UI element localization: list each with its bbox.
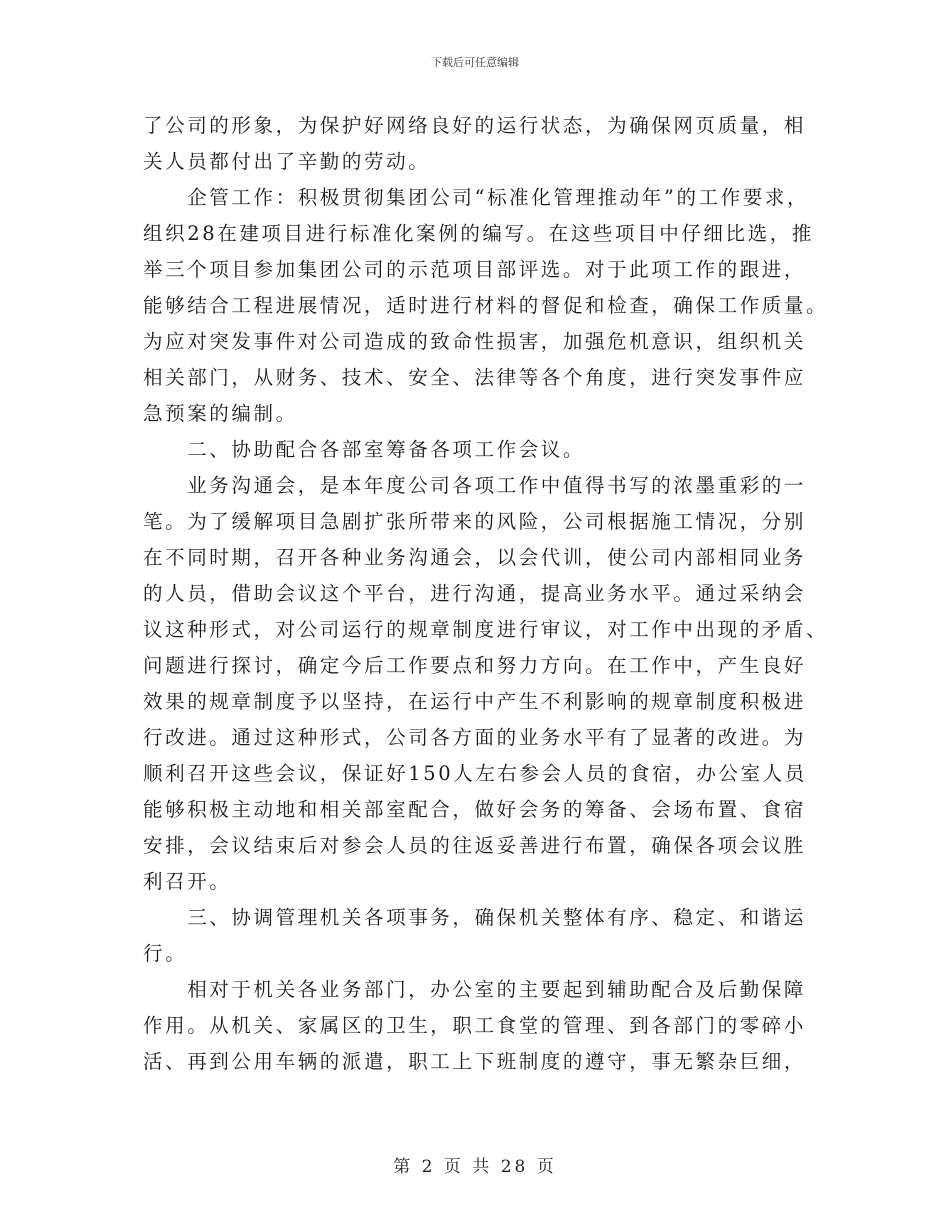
text-line: 能够结合工程进展情况，适时进行材料的督促和检查，确保工作质量。	[143, 294, 829, 317]
page-number-footer: 第 2 页 共 28 页	[393, 1157, 557, 1177]
text-line: 二、协助配合各部室筹备各项工作会议。	[143, 438, 586, 461]
text-line: 组织28在建项目进行标准化案例的编写。在这些项目中仔细比选，推	[143, 222, 814, 245]
text-line: 急预案的编制。	[143, 402, 298, 425]
text-line: 问题进行探讨，确定今后工作要点和努力方向。在工作中，产生良好	[143, 654, 807, 677]
text-line: 的人员，借助会议这个平台，进行沟通，提高业务水平。通过采纳会	[143, 582, 807, 605]
text-line: 议这种形式，对公司运行的规章制度进行审议，对工作中出现的矛盾、	[143, 618, 829, 641]
text-line: 笔。为了缓解项目急剧扩张所带来的风险，公司根据施工情况，分别	[143, 510, 807, 533]
text-line: 相对于机关各业务部门，办公室的主要起到辅助配合及后勤保障	[143, 978, 807, 1001]
text-line: 顺利召开这些会议，保证好150人左右参会人员的食宿，办公室人员	[143, 762, 807, 785]
text-line: 能够积极主动地和相关部室配合，做好会务的筹备、会场布置、食宿	[143, 798, 807, 821]
text-line: 举三个项目参加集团公司的示范项目部评选。对于此项工作的跟进，	[143, 258, 807, 281]
text-line: 业务沟通会，是本年度公司各项工作中值得书写的浓墨重彩的一	[143, 474, 807, 497]
text-line: 活、再到公用车辆的派遣，职工上下班制度的遵守，事无繁杂巨细，	[143, 1050, 807, 1073]
text-line: 利召开。	[143, 870, 232, 893]
document-body	[143, 108, 829, 1080]
text-line: 为应对突发事件对公司造成的致命性损害，加强危机意识，组织机关	[143, 330, 807, 353]
text-line: 三、协调管理机关各项事务，确保机关整体有序、稳定、和谐运	[143, 906, 807, 929]
text-line: 关人员都付出了辛勤的劳动。	[143, 150, 431, 173]
text-line: 了公司的形象，为保护好网络良好的运行状态，为确保网页质量，相	[143, 114, 807, 137]
text-line: 安排，会议结束后对参会人员的往返妥善进行布置，确保各项会议胜	[143, 834, 807, 857]
text-line: 作用。从机关、家属区的卫生，职工食堂的管理、到各部门的零碎小	[143, 1014, 807, 1037]
text-line: 企管工作：积极贯彻集团公司“标准化管理推动年”的工作要求，	[143, 186, 810, 209]
page-header-note: 下载后可任意编辑	[431, 56, 519, 69]
text-line: 行。	[143, 942, 188, 965]
text-line: 效果的规章制度予以坚持，在运行中产生不利影响的规章制度积极进	[143, 690, 807, 713]
text-line: 在不同时期，召开各种业务沟通会，以会代训，使公司内部相同业务	[143, 546, 807, 569]
text-line: 行改进。通过这种形式，公司各方面的业务水平有了显著的改进。为	[143, 726, 807, 749]
text-line: 相关部门，从财务、技术、安全、法律等各个角度，进行突发事件应	[143, 366, 807, 389]
